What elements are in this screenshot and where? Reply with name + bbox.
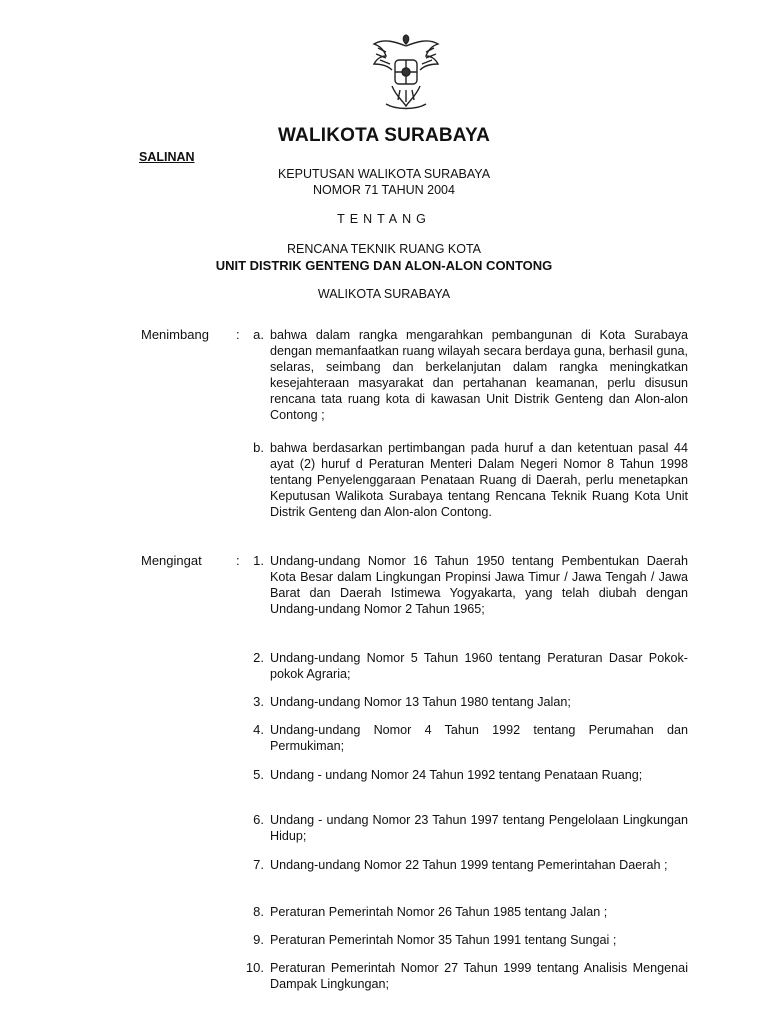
subject-line-1: RENCANA TEKNIK RUANG KOTA	[286, 242, 482, 256]
mengingat-item-text: Peraturan Pemerintah Nomor 27 Tahun 1999 tentang Analisis Mengenai Dampak Lingkungan;	[270, 961, 688, 991]
mengingat-item-num: 5.	[253, 767, 264, 782]
garuda-emblem-icon	[366, 30, 446, 120]
nomor-heading: NOMOR 71 TAHUN 2004	[313, 183, 455, 197]
mengingat-item-text: Undang-undang Nomor 13 Tahun 1980 tentang Jalan;	[270, 695, 571, 709]
menimbang-item-num: a.	[253, 327, 264, 342]
menimbang-item-text: bahwa berdasarkan pertimbangan pada huruf a dan ketentuan pasal 44 ayat (2) huruf d Peraturan Menteri Dalam Negeri Nomor 8 Tahun 1998 tentang Penyelenggaraan Penataan Ruang di Daerah, perlu menetapkan Keputusan Walikota Surabaya tentang Rencana Teknik Ruang Kota Unit Distrik Genteng dan Alon-alon Contong.	[270, 441, 688, 519]
menimbang-item-num: b.	[253, 440, 264, 455]
menimbang-item-text: bahwa dalam rangka mengarahkan pembangunan di Kota Surabaya dengan memanfaatkan ruang wilayah secara berdaya guna, berhasil guna, selaras, seimbang dan berkelanjutan dalam rangka meningkatkan kesejahteraan masyarakat dan pertahanan keamanan, perlu disusun rencana tata ruang kota di kawasan Unit Distrik Genteng dan Alon-alon Contong ;	[270, 328, 688, 422]
mengingat-item-num: 6.	[253, 812, 264, 827]
keputusan-heading: KEPUTUSAN WALIKOTA SURABAYA	[277, 167, 491, 181]
mengingat-item-text: Undang - undang Nomor 24 Tahun 1992 tentang Penataan Ruang;	[270, 768, 643, 782]
subject-line-2: UNIT DISTRIK GENTENG DAN ALON-ALON CONTONG	[215, 258, 553, 273]
mengingat-item-num: 3.	[253, 694, 264, 709]
mengingat-item-text: Peraturan Pemerintah Nomor 26 Tahun 1985 tentang Jalan ;	[270, 905, 608, 919]
tentang-heading: TENTANG	[337, 212, 431, 226]
mengingat-item-text: Undang-undang Nomor 22 Tahun 1999 tentang Pemerintahan Daerah ;	[270, 858, 668, 872]
mengingat-item-num: 9.	[253, 932, 264, 947]
salinan-label: SALINAN	[139, 150, 195, 164]
mengingat-colon: :	[236, 553, 240, 568]
walikota-heading: WALIKOTA SURABAYA	[317, 287, 451, 301]
mengingat-item-text: Undang-undang Nomor 5 Tahun 1960 tentang Peraturan Dasar Pokok-pokok Agraria;	[270, 651, 688, 681]
mengingat-item-text: Peraturan Pemerintah Nomor 35 Tahun 1991 tentang Sungai ;	[270, 933, 617, 947]
mengingat-item-num: 4.	[253, 722, 264, 737]
mengingat-item-text: Undang-undang Nomor 4 Tahun 1992 tentang Perumahan dan Permukiman;	[270, 723, 688, 753]
menimbang-colon: :	[236, 327, 240, 342]
mengingat-item-num: 10.	[245, 960, 264, 975]
mengingat-item-num: 2.	[253, 650, 264, 665]
mengingat-item-text: Undang-undang Nomor 16 Tahun 1950 tentang Pembentukan Daerah Kota Besar dalam Lingkungan Propinsi Jawa Timur / Jawa Tengah / Jawa Barat dan Daerah Istimewa Yogyakarta, yang telah diubah dengan Undang-undang Nomor 2 Tahun 1965;	[270, 554, 688, 616]
mengingat-item-num: 1.	[253, 553, 264, 568]
mengingat-label: Mengingat	[141, 553, 202, 568]
mengingat-item-num: 7.	[253, 857, 264, 872]
menimbang-label: Menimbang	[141, 327, 209, 342]
document-title: WALIKOTA SURABAYA	[277, 125, 491, 146]
mengingat-item-num: 8.	[253, 904, 264, 919]
mengingat-item-text: Undang - undang Nomor 23 Tahun 1997 tentang Pengelolaan Lingkungan Hidup;	[270, 813, 688, 843]
